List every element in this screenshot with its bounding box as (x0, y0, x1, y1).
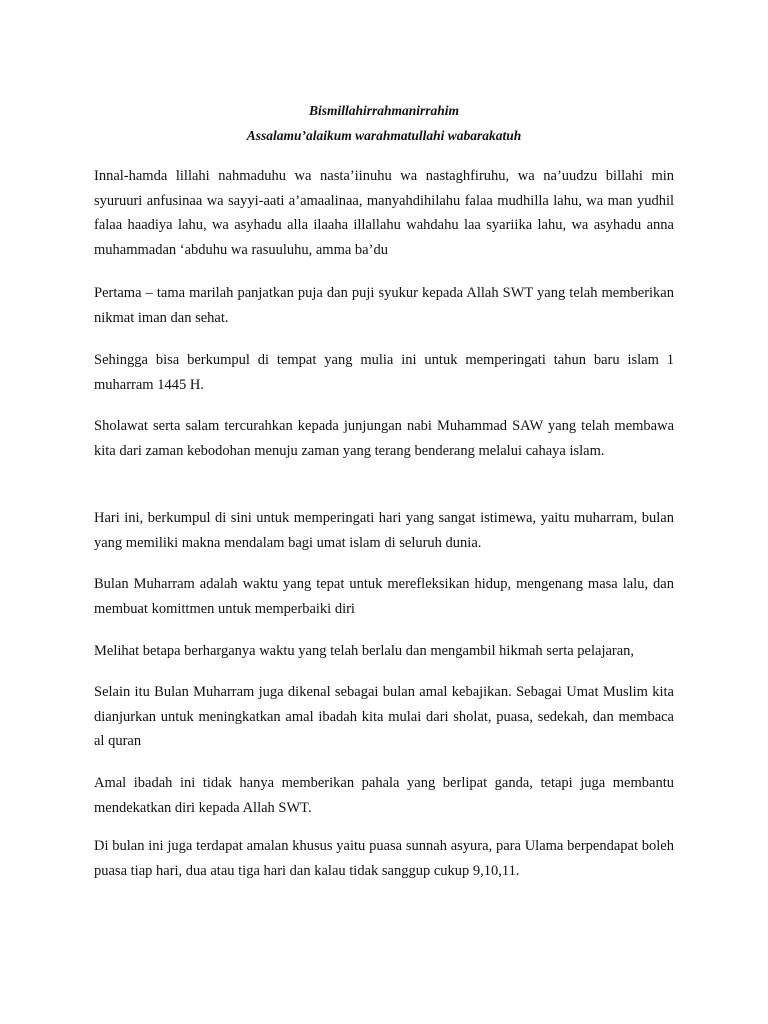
paragraph-lessons: Melihat betapa berharganya waktu yang telah berlalu dan mengambil hikmah serta pelajaran, (94, 643, 635, 659)
paragraph-reflection: Bulan Muharram adalah waktu yang tepat untuk merefleksikan hidup, mengenang masa lalu, dan membuat komittmen untuk memperbaiki diri (94, 576, 674, 617)
paragraph-good-deeds: Selain itu Bulan Muharram juga dikenal sebagai bulan amal kebajikan. Sebagai Umat Muslim kita dianjurkan untuk meningkatkan amal ibadah kita mulai dari sholat, puasa, sedekah, dan membaca al quran (94, 684, 674, 749)
paragraph-rewards: Amal ibadah ini tidak hanya memberikan pahala yang berlipat ganda, tetapi juga membantu mendekatkan diri kepada Allah SWT. (94, 775, 674, 816)
document-heading-basmala: Bismillahirrahmanirrahim (308, 103, 460, 118)
paragraph-gathering: Sehingga bisa berkumpul di tempat yang mulia ini untuk memperingati tahun baru islam 1 muharram 1445 H. (94, 352, 674, 393)
document-heading-salam: Assalamu’alaikum warahmatullahi wabarakatuh (246, 128, 522, 143)
paragraph-opening-prayer: Innal-hamda lillahi nahmaduhu wa nasta’iinuhu wa nastaghfiruhu, wa na’uudzu billahi min syuruuri anfusinaa wa sayyi-aati a’amaalinaa, manyahdihilahu falaa mudhilla lahu, wa man yudhil falaa haadiya lahu, wa asyhadu alla ilaaha illallahu wahdahu laa syariika lahu, wa asyhadu anna muhammadan ‘abduhu wa rasuuluhu, amma ba’du (94, 168, 674, 258)
paragraph-sholawat: Sholawat serta salam tercurahkan kepada junjungan nabi Muhammad SAW yang telah membawa kita dari zaman kebodohan menuju zaman yang terang benderang melalui cahaya islam. (94, 418, 674, 459)
paragraph-special-day: Hari ini, berkumpul di sini untuk memperingati hari yang sangat istimewa, yaitu muharram, bulan yang memiliki makna mendalam bagi umat islam di seluruh dunia. (94, 510, 674, 551)
paragraph-gratitude: Pertama – tama marilah panjatkan puja dan puji syukur kepada Allah SWT yang telah memberikan nikmat iman dan sehat. (94, 285, 674, 326)
paragraph-asyura-fasting: Di bulan ini juga terdapat amalan khusus yaitu puasa sunnah asyura, para Ulama berpendapat boleh puasa tiap hari, dua atau tiga hari dan kalau tidak sanggup cukup 9,10,11. (94, 838, 674, 879)
